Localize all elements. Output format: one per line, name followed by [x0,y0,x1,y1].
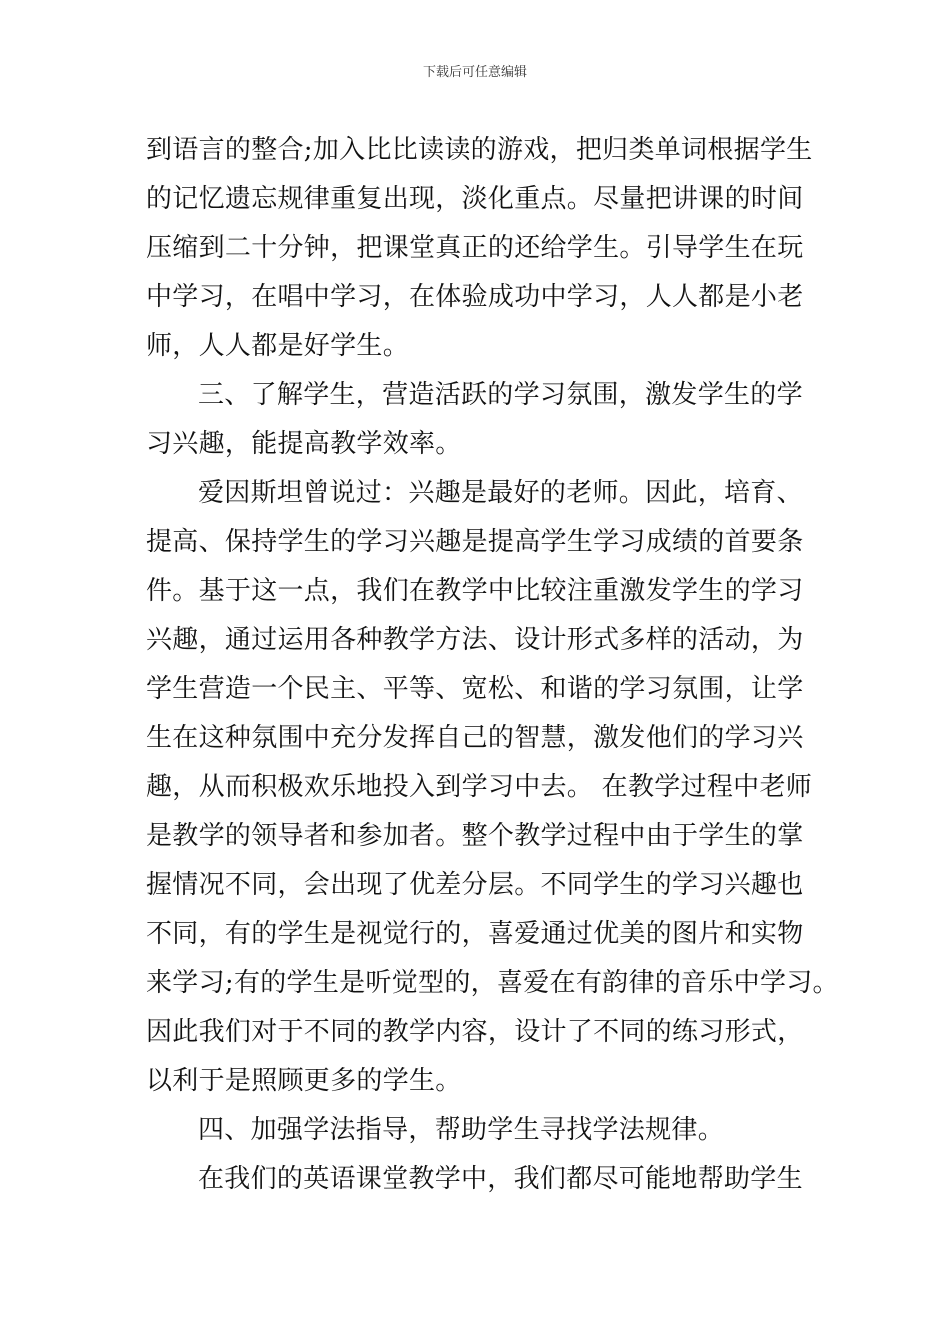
paragraph-first-line: 在我们的英语课堂教学中，我们都尽可能地帮助学生 [198,1164,803,1194]
paragraph-line: 学生营造一个民主、平等、宽松、和谐的学习氛围，让学 [146,674,804,704]
paragraph-line: 压缩到二十分钟，把课堂真正的还给学生。引导学生在玩 [146,233,804,263]
page-header: 下载后可任意编辑 [422,65,527,80]
paragraph-line: 提高、保持学生的学习兴趣是提高学生学习成绩的首要条 [146,527,804,557]
paragraph-first-line: 爱因斯坦曾说过：兴趣是最好的老师。因此，培育、 [198,478,803,508]
paragraph-line: 因此我们对于不同的教学内容，设计了不同的练习形式， [146,1017,804,1047]
paragraph-line: 件。基于这一点，我们在教学中比较注重激发学生的学习 [146,576,804,606]
paragraph-line: 到语言的整合;加入比比读读的游戏，把归类单词根据学生 [146,135,813,165]
paragraph-line: 兴趣，通过运用各种教学方法、设计形式多样的活动，为 [146,625,804,655]
paragraph-line: 中学习，在唱中学习，在体验成功中学习，人人都是小老 [146,282,804,312]
paragraph-line: 的记忆遗忘规律重复出现，淡化重点。尽量把讲课的时间 [146,184,804,214]
paragraph-line: 来学习;有的学生是听觉型的，喜爱在有韵律的音乐中学习。 [146,968,839,998]
paragraph-line: 生在这种氛围中充分发挥自己的智慧，激发他们的学习兴 [146,723,804,753]
paragraph-line: 是教学的领导者和参加者。整个教学过程中由于学生的掌 [146,821,804,851]
paragraph-line: 以利于是照顾更多的学生。 [146,1066,462,1096]
paragraph-line: 握情况不同，会出现了优差分层。不同学生的学习兴趣也 [146,870,804,900]
document-body [146,126,839,1204]
paragraph-line: 趣，从而积极欢乐地投入到学习中去。 在教学过程中老师 [146,772,813,802]
paragraph-line: 师，人人都是好学生。 [146,331,410,361]
paragraph-first-line: 四、加强学法指导，帮助学生寻找学法规律。 [198,1115,725,1145]
paragraph-line: 习兴趣，能提高教学效率。 [146,429,462,459]
paragraph-first-line: 三、了解学生，营造活跃的学习氛围，激发学生的学 [198,380,803,410]
paragraph-line: 不同，有的学生是视觉行的，喜爱通过优美的图片和实物 [146,919,804,949]
